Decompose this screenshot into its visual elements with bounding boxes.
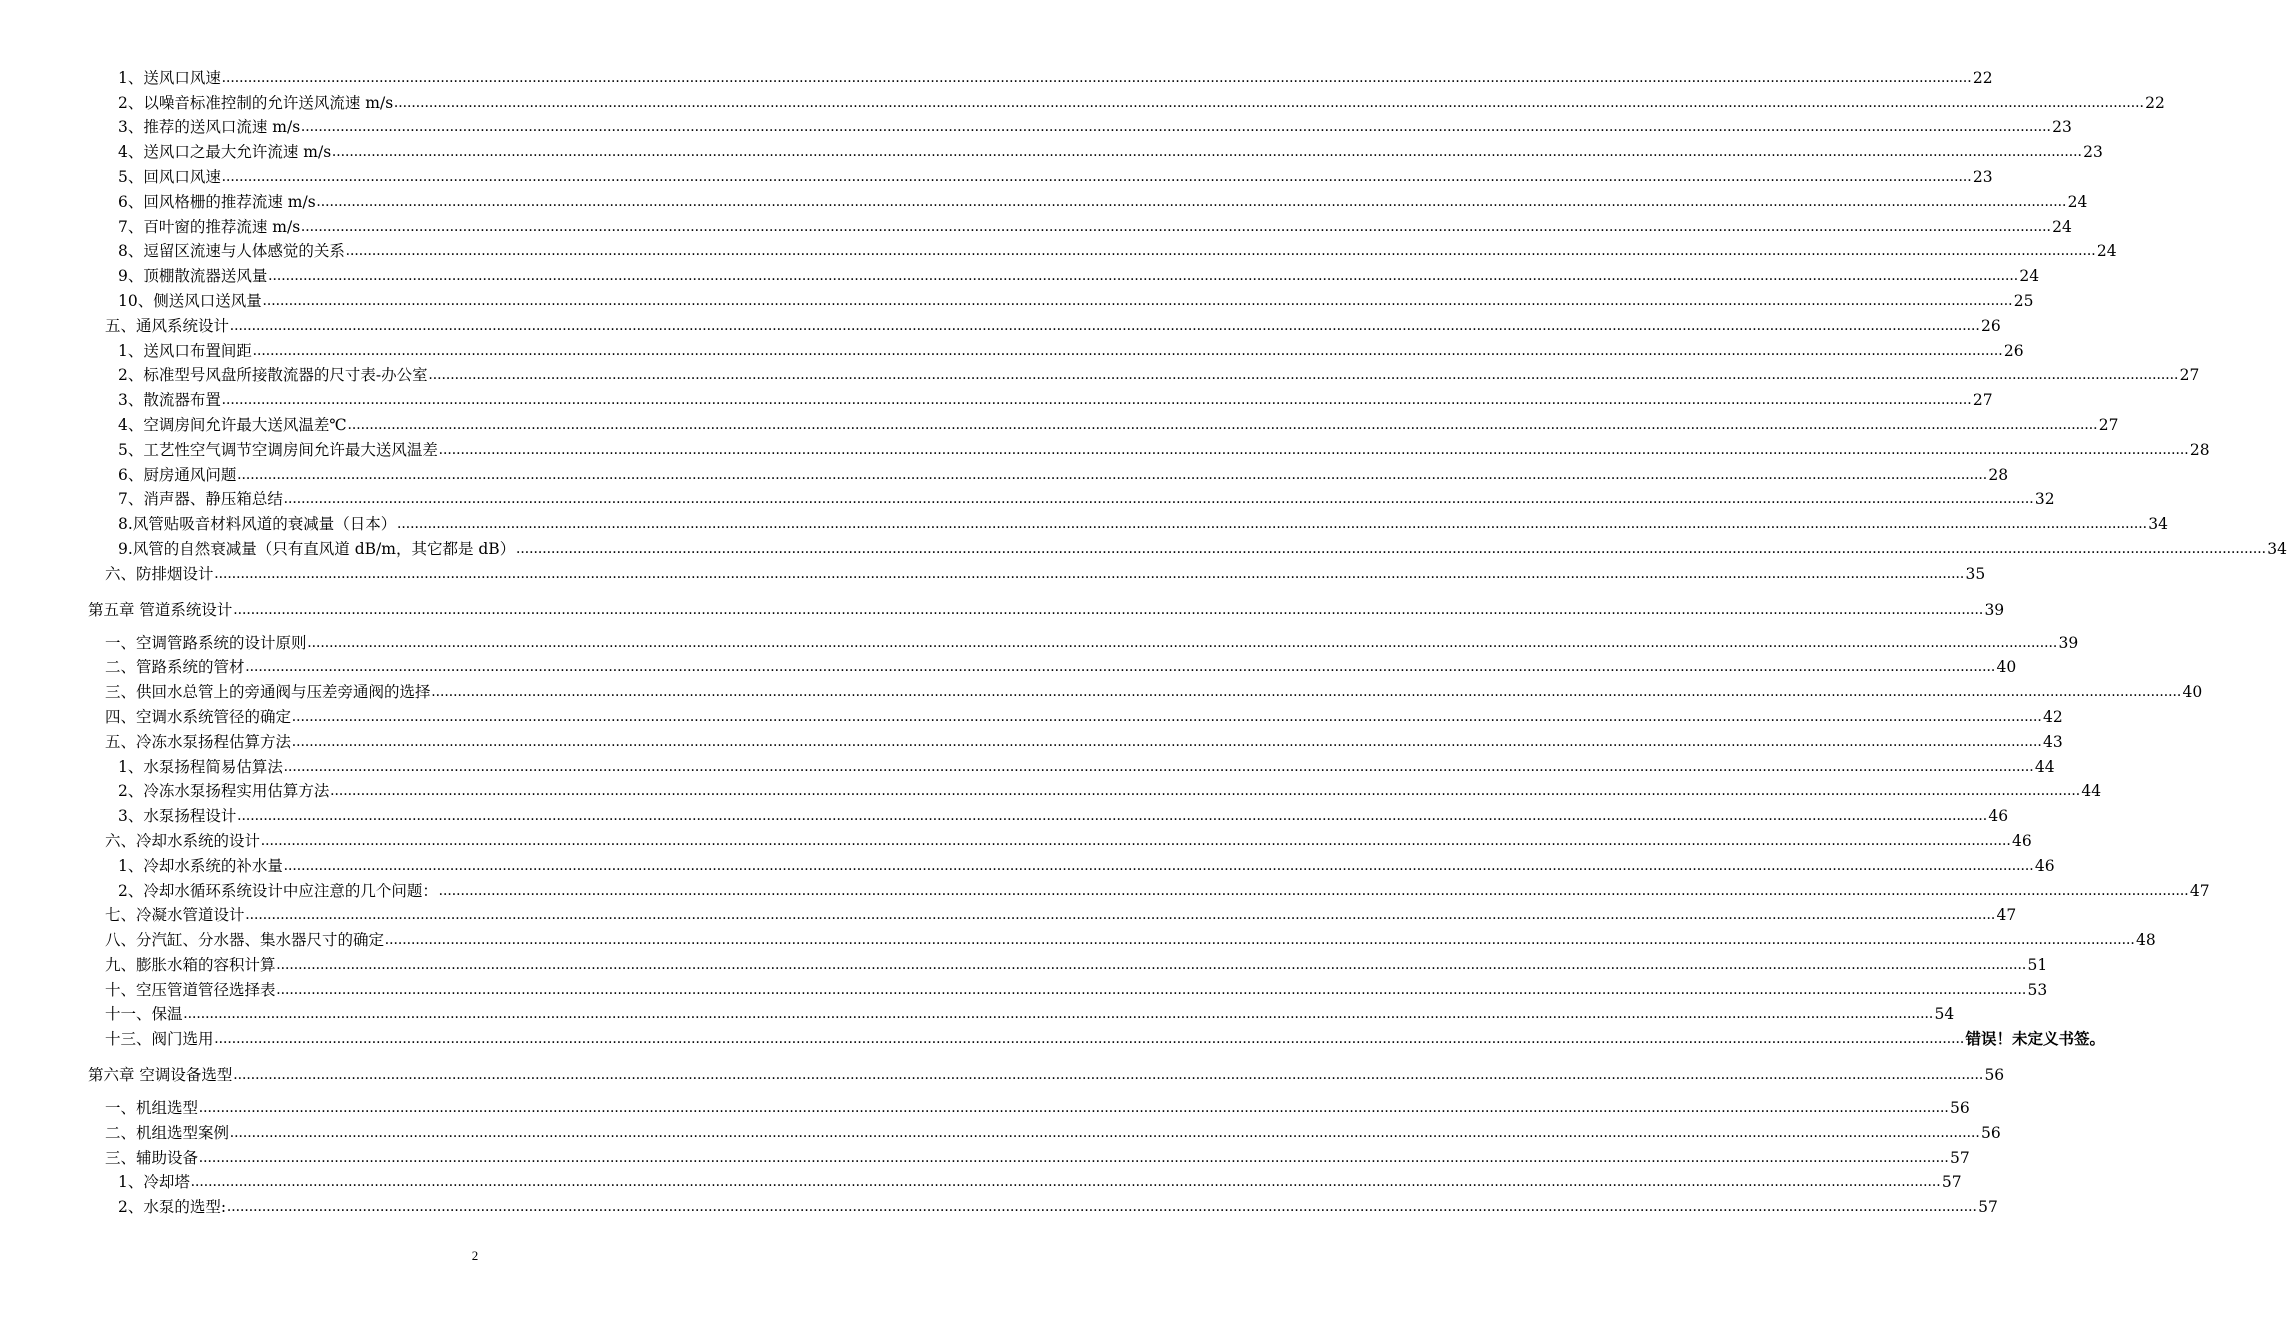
toc-entry[interactable] [0, 1191, 1998, 1217]
toc-entry-title: 8、逗留区流速与人体感觉的关系 [118, 242, 345, 261]
toc-entry-title: 3、水泵扬程设计 [118, 807, 237, 826]
toc-leader-dots: ................................................................................................................................................................................................................................................................................................................................................................................................................ [438, 881, 2189, 899]
toc-entry-title: 9、顶棚散流器送风量 [118, 267, 268, 286]
toc-entry-title: 2、以噪音标准控制的允许送风流速 m/s [118, 93, 394, 112]
toc-leader-dots: ................................................................................................................................................................................................................................................................................................................................................................................................................ [262, 291, 2013, 309]
toc-entry-title: 5、回风口风速 [118, 167, 221, 186]
toc-entry[interactable] [0, 533, 2287, 558]
toc-entry[interactable] [0, 825, 2032, 850]
toc-leader-dots: ................................................................................................................................................................................................................................................................................................................................................................................................................ [292, 707, 2043, 725]
toc-entry-page: 57 [1978, 1198, 1998, 1217]
toc-entry-title: 9.风管的自然衰减量（只有直风道 dB/m，其它都是 dB） [118, 539, 516, 558]
toc-entry-page: 56 [1984, 1066, 2005, 1085]
toc-entry[interactable] [0, 999, 1955, 1024]
toc-entry-title: 1、水泵扬程简易估算法 [118, 757, 283, 776]
toc-entry-page: 24 [2052, 217, 2072, 236]
toc-entry-title: 1、送风口风速 [118, 68, 221, 87]
toc-leader-dots: ................................................................................................................................................................................................................................................................................................................................................................................................................ [245, 658, 1996, 676]
toc-entry-page: 26 [2003, 341, 2024, 360]
toc-entry[interactable] [0, 627, 2079, 652]
toc-entry-title: 一、机组选型 [105, 1099, 199, 1118]
toc-leader-dots: ................................................................................................................................................................................................................................................................................................................................................................................................................ [283, 490, 2034, 508]
toc-leader-dots: ................................................................................................................................................................................................................................................................................................................................................................................................................ [397, 515, 2148, 533]
toc-entry-title: 十一、保温 [105, 1005, 183, 1024]
toc-leader-dots: ................................................................................................................................................................................................................................................................................................................................................................................................................ [183, 1005, 1934, 1023]
toc-entry-page: 54 [1934, 1005, 1955, 1024]
table-of-contents [0, 62, 2287, 1217]
toc-entry-page: 47 [1996, 906, 2017, 925]
toc-entry[interactable] [0, 112, 2072, 137]
toc-leader-dots: ................................................................................................................................................................................................................................................................................................................................................................................................................ [276, 955, 2027, 973]
toc-leader-dots: ................................................................................................................................................................................................................................................................................................................................................................................................................ [431, 683, 2182, 701]
toc-chapter-entry[interactable] [0, 1058, 2005, 1085]
toc-leader-dots: ................................................................................................................................................................................................................................................................................................................................................................................................................ [237, 465, 1988, 483]
toc-entry-page: 46 [2034, 856, 2055, 875]
toc-leader-dots: ................................................................................................................................................................................................................................................................................................................................................................................................................ [301, 217, 2052, 235]
toc-leader-dots: ................................................................................................................................................................................................................................................................................................................................................................................................................ [233, 1066, 1984, 1084]
toc-entry-page: 25 [2013, 291, 2034, 310]
toc-entry[interactable] [0, 676, 2203, 702]
toc-entry-page: 23 [1972, 167, 1993, 186]
toc-entry-page: 27 [1972, 391, 1993, 410]
toc-entry[interactable] [0, 1167, 1962, 1192]
toc-entry-title: 四、空调水系统管径的确定 [105, 707, 292, 726]
toc-entry-title: 3、散流器布置 [118, 391, 221, 410]
toc-entry[interactable] [0, 260, 2040, 286]
toc-entry[interactable] [0, 1092, 1970, 1118]
toc-entry-title: 2、冷冻水泵扬程实用估算方法 [118, 782, 330, 801]
toc-entry-page: 56 [1981, 1123, 2001, 1142]
toc-entry-title: 一、空调管路系统的设计原则 [105, 633, 307, 652]
toc-entry-page: 39 [1984, 600, 2005, 619]
toc-leader-dots: ................................................................................................................................................................................................................................................................................................................................................................................................................ [347, 415, 2098, 433]
toc-entry-title: 5、工艺性空气调节空调房间允许最大送风温差 [118, 440, 438, 459]
toc-entry-page: 42 [2043, 707, 2063, 726]
toc-entry-title: 3、推荐的送风口流速 m/s [118, 118, 301, 137]
toc-entry[interactable] [0, 484, 2055, 509]
toc-entry[interactable] [0, 558, 1986, 583]
toc-entry-page: 23 [2083, 143, 2103, 162]
toc-entry-page: 57 [1950, 1148, 1970, 1167]
toc-entry-page: 24 [2019, 267, 2040, 286]
toc-entry[interactable] [0, 161, 1993, 186]
toc-entry-page: 46 [1988, 807, 2009, 826]
toc-entry[interactable] [0, 726, 2063, 751]
toc-entry-page: 51 [2027, 955, 2048, 974]
toc-entry-title: 第六章 空调设备选型 [88, 1066, 233, 1085]
toc-entry-title: 六、冷却水系统的设计 [105, 831, 261, 850]
toc-entry[interactable] [0, 87, 2165, 112]
toc-entry-title: 八、分汽缸、分水器、集水器尺寸的确定 [105, 931, 385, 950]
toc-entry-title: 2、冷却水循环系统设计中应注意的几个问题： [118, 881, 438, 900]
toc-leader-dots: ................................................................................................................................................................................................................................................................................................................................................................................................................ [330, 782, 2081, 800]
toc-entry-page: 40 [1996, 658, 2017, 677]
toc-entry[interactable] [0, 850, 2055, 875]
toc-entry-title: 2、水泵的选型: [118, 1198, 227, 1217]
toc-entry[interactable] [0, 211, 2072, 236]
toc-leader-dots: ................................................................................................................................................................................................................................................................................................................................................................................................................ [516, 539, 2267, 557]
toc-entry-page: 22 [2145, 93, 2165, 112]
toc-leader-dots: ................................................................................................................................................................................................................................................................................................................................................................................................................ [221, 167, 1972, 185]
toc-leader-dots: ................................................................................................................................................................................................................................................................................................................................................................................................................ [268, 267, 2019, 285]
page-number: 2 [471, 1248, 479, 1263]
toc-entry-page: 22 [1972, 68, 1993, 87]
toc-entry-title: 三、供回水总管上的旁通阀与压差旁通阀的选择 [105, 683, 431, 702]
toc-entry[interactable] [0, 136, 2103, 162]
toc-entry[interactable] [0, 924, 2156, 950]
toc-entry-title: 8.风管贴吸音材料风道的衰减量（日本） [118, 515, 397, 534]
toc-entry-page: 32 [2034, 490, 2055, 509]
toc-leader-dots: ................................................................................................................................................................................................................................................................................................................................................................................................................ [301, 118, 2052, 136]
toc-chapter-entry[interactable] [0, 593, 2005, 619]
toc-entry[interactable] [0, 236, 2117, 261]
toc-entry-title: 二、机组选型案例 [105, 1123, 230, 1142]
toc-leader-dots: ................................................................................................................................................................................................................................................................................................................................................................................................................ [190, 1173, 1941, 1191]
toc-entry-page: 56 [1950, 1099, 1970, 1118]
toc-entry[interactable] [0, 776, 2102, 801]
toc-entry-title: 7、百叶窗的推荐流速 m/s [118, 217, 301, 236]
toc-entry-title: 六、防排烟设计 [105, 564, 214, 583]
toc-entry-page: 48 [2136, 931, 2156, 950]
toc-entry-title: 七、冷凝水管道设计 [105, 906, 245, 925]
toc-leader-dots: ................................................................................................................................................................................................................................................................................................................................................................................................................ [221, 68, 1972, 86]
toc-leader-dots: ................................................................................................................................................................................................................................................................................................................................................................................................................ [252, 341, 2003, 359]
toc-entry-page: 27 [2179, 366, 2200, 385]
toc-entry[interactable] [0, 384, 1993, 410]
toc-entry[interactable] [0, 434, 2210, 459]
toc-entry-title: 7、消声器、静压箱总结 [118, 490, 283, 509]
toc-entry[interactable] [0, 949, 2048, 974]
toc-entry[interactable] [0, 409, 2119, 434]
toc-entry-page: 34 [2267, 539, 2287, 558]
toc-entry[interactable] [0, 1023, 2106, 1049]
toc-entry[interactable] [0, 701, 2063, 726]
toc-entry[interactable] [0, 459, 2009, 484]
toc-entry-title: 五、冷冻水泵扬程估算方法 [105, 732, 292, 751]
toc-entry-title: 五、通风系统设计 [105, 316, 230, 335]
toc-entry-page: 23 [2052, 118, 2072, 137]
toc-entry-title: 2、标准型号风盘所接散流器的尺寸表-办公室 [118, 366, 428, 385]
toc-entry[interactable] [0, 875, 2210, 900]
toc-entry-title: 十三、阀门选用 [105, 1030, 214, 1049]
toc-entry[interactable] [0, 800, 2009, 826]
toc-entry-page: 46 [2012, 831, 2032, 850]
toc-leader-dots: ................................................................................................................................................................................................................................................................................................................................................................................................................ [233, 600, 1984, 618]
toc-entry-title: 6、回风格栅的推荐流速 m/s [118, 192, 316, 211]
toc-entry[interactable] [0, 751, 2055, 776]
toc-entry-title: 4、空调房间允许最大送风温差℃ [118, 415, 347, 434]
toc-entry-title: 第五章 管道系统设计 [88, 600, 233, 619]
toc-leader-dots: ................................................................................................................................................................................................................................................................................................................................................................................................................ [230, 1123, 1981, 1141]
toc-entry[interactable] [0, 974, 2048, 999]
toc-entry-title: 十、空压管道管径选择表 [105, 980, 276, 999]
toc-entry-page: 47 [2189, 881, 2210, 900]
toc-entry-page: 24 [2067, 192, 2088, 211]
toc-entry-title: 4、送风口之最大允许流速 m/s [118, 143, 332, 162]
toc-entry[interactable] [0, 310, 2001, 335]
toc-entry[interactable] [0, 1142, 1970, 1167]
toc-leader-dots: ................................................................................................................................................................................................................................................................................................................................................................................................................ [316, 192, 2067, 210]
toc-leader-dots: ................................................................................................................................................................................................................................................................................................................................................................................................................ [230, 316, 1981, 334]
toc-entry-page: 39 [2058, 633, 2079, 652]
toc-entry-page: 35 [1965, 564, 1986, 583]
toc-leader-dots: ................................................................................................................................................................................................................................................................................................................................................................................................................ [438, 440, 2189, 458]
toc-leader-dots: ................................................................................................................................................................................................................................................................................................................................................................................................................ [199, 1099, 1950, 1117]
toc-entry[interactable] [0, 186, 2088, 211]
toc-leader-dots: ................................................................................................................................................................................................................................................................................................................................................................................................................ [199, 1148, 1950, 1166]
toc-leader-dots: ................................................................................................................................................................................................................................................................................................................................................................................................................ [221, 391, 1972, 409]
toc-entry-title: 1、送风口布置间距 [118, 341, 252, 360]
toc-entry-page: 26 [1981, 316, 2001, 335]
toc-entry[interactable] [0, 62, 1993, 87]
toc-leader-dots: ................................................................................................................................................................................................................................................................................................................................................................................................................ [385, 931, 2136, 949]
toc-leader-dots: ................................................................................................................................................................................................................................................................................................................................................................................................................ [237, 807, 1988, 825]
toc-entry-page: 28 [1988, 465, 2009, 484]
toc-entry-page: 57 [1941, 1173, 1962, 1192]
toc-entry[interactable] [0, 900, 2017, 925]
toc-entry-page: 27 [2098, 415, 2119, 434]
toc-entry-page: 43 [2043, 732, 2063, 751]
toc-entry-page: 44 [2081, 782, 2102, 801]
toc-entry-title: 1、冷却塔 [118, 1173, 190, 1192]
toc-leader-dots: ................................................................................................................................................................................................................................................................................................................................................................................................................ [214, 1030, 1965, 1048]
toc-leader-dots: ................................................................................................................................................................................................................................................................................................................................................................................................................ [428, 366, 2179, 384]
toc-entry-page: 28 [2189, 440, 2210, 459]
toc-leader-dots: ................................................................................................................................................................................................................................................................................................................................................................................................................ [245, 906, 1996, 924]
toc-leader-dots: ................................................................................................................................................................................................................................................................................................................................................................................................................ [307, 633, 2058, 651]
toc-leader-dots: ................................................................................................................................................................................................................................................................................................................................................................................................................ [394, 93, 2145, 111]
toc-leader-dots: ................................................................................................................................................................................................................................................................................................................................................................................................................ [292, 732, 2043, 750]
toc-entry-page: 24 [2096, 242, 2117, 261]
toc-leader-dots: ................................................................................................................................................................................................................................................................................................................................................................................................................ [227, 1198, 1978, 1216]
toc-leader-dots: ................................................................................................................................................................................................................................................................................................................................................................................................................ [332, 143, 2083, 161]
toc-entry-page: 40 [2182, 683, 2203, 702]
toc-entry[interactable] [0, 285, 2034, 310]
toc-entry[interactable] [0, 652, 2017, 677]
toc-entry[interactable] [0, 360, 2200, 385]
toc-leader-dots: ................................................................................................................................................................................................................................................................................................................................................................................................................ [261, 831, 2012, 849]
toc-entry-page: 53 [2027, 980, 2048, 999]
toc-entry-page: 44 [2034, 757, 2055, 776]
toc-entry[interactable] [0, 335, 2024, 360]
toc-entry[interactable] [0, 1117, 2001, 1142]
toc-entry-title: 6、厨房通风问题 [118, 465, 237, 484]
toc-leader-dots: ................................................................................................................................................................................................................................................................................................................................................................................................................ [283, 856, 2034, 874]
toc-leader-dots: ................................................................................................................................................................................................................................................................................................................................................................................................................ [276, 980, 2027, 998]
toc-entry-title: 三、辅助设备 [105, 1148, 199, 1167]
toc-entry-title: 10、侧送风口送风量 [118, 291, 262, 310]
toc-entry-error-text: 错误！未定义书签。 [1965, 1030, 2106, 1049]
toc-entry-title: 二、管路系统的管材 [105, 658, 245, 677]
toc-entry-title: 1、冷却水系统的补水量 [118, 856, 283, 875]
toc-entry[interactable] [0, 508, 2169, 534]
toc-entry-title: 九、膨胀水箱的容积计算 [105, 955, 276, 974]
toc-leader-dots: ................................................................................................................................................................................................................................................................................................................................................................................................................ [283, 757, 2034, 775]
toc-entry-page: 34 [2148, 515, 2169, 534]
toc-leader-dots: ................................................................................................................................................................................................................................................................................................................................................................................................................ [214, 564, 1965, 582]
toc-leader-dots: ................................................................................................................................................................................................................................................................................................................................................................................................................ [345, 242, 2096, 260]
